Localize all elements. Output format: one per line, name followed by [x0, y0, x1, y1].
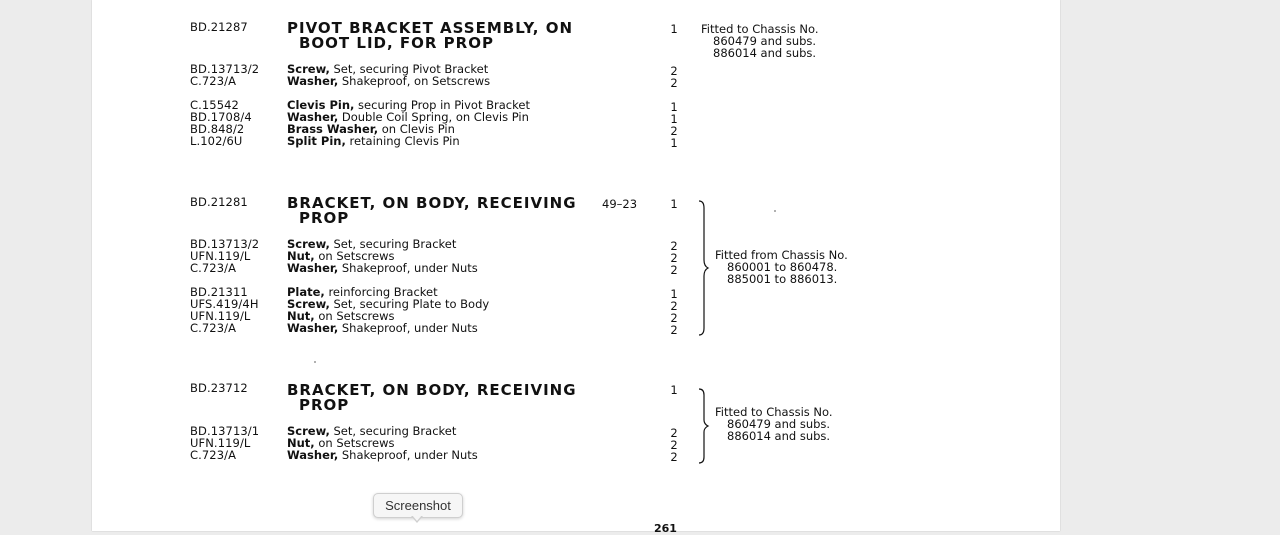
part-number: C.723/A — [190, 321, 237, 335]
part-description: Shakeproof, under Nuts — [338, 321, 478, 335]
table-row — [92, 62, 1060, 78]
part-name: Plate, — [287, 285, 325, 299]
part-number: UFN.119/L — [190, 249, 251, 263]
part-description: retaining Clevis Pin — [345, 134, 460, 148]
part-name: Washer, — [287, 110, 339, 124]
part-number: BD.13713/2 — [190, 62, 260, 76]
part-number: BD.23712 — [190, 381, 248, 395]
part-name: Nut, — [287, 436, 315, 450]
assembly-title-continued: BOOT LID, FOR PROP — [299, 34, 494, 52]
assembly-title: BRACKET, ON BODY, RECEIVING — [287, 381, 577, 399]
plate-reference: 49–23 — [602, 197, 638, 211]
scan-speck — [314, 361, 316, 363]
quantity: 2 — [670, 263, 678, 277]
part-number: C.723/A — [190, 74, 237, 88]
part-number: BD.21287 — [190, 20, 248, 34]
part-number: C.723/A — [190, 448, 237, 462]
part-description: on Setscrews — [314, 309, 395, 323]
table-row — [92, 448, 1060, 464]
remark-line: 860479 and subs. — [713, 34, 817, 48]
tooltip-arrow-fill — [412, 515, 422, 521]
part-description: on Setscrews — [314, 436, 395, 450]
part-name: Brass Washer, — [287, 122, 379, 136]
part-description: Double Coil Spring, on Clevis Pin — [338, 110, 529, 124]
assembly-title: BRACKET, ON BODY, RECEIVING — [287, 194, 577, 212]
quantity: 1 — [670, 197, 678, 211]
quantity: 2 — [670, 299, 678, 313]
part-name: Nut, — [287, 249, 315, 263]
part-name: Washer, — [287, 74, 339, 88]
part-name: Nut, — [287, 309, 315, 323]
part-description: Shakeproof, on Setscrews — [338, 74, 491, 88]
document-page — [92, 0, 1060, 535]
table-row — [92, 134, 1060, 150]
remark-line: Fitted to Chassis No. — [715, 405, 833, 419]
table-row — [92, 309, 1060, 325]
quantity: 1 — [670, 112, 678, 126]
part-number: BD.1708/4 — [190, 110, 252, 124]
part-description: Set, securing Bracket — [329, 237, 457, 251]
quantity: 1 — [670, 136, 678, 150]
quantity: 2 — [670, 438, 678, 452]
part-name: Split Pin, — [287, 134, 346, 148]
quantity: 1 — [670, 383, 678, 397]
part-description: securing Prop in Pivot Bracket — [354, 98, 530, 112]
quantity: 1 — [670, 287, 678, 301]
assembly-title-continued: PROP — [299, 209, 350, 227]
quantity: 2 — [670, 251, 678, 265]
assembly-title: PIVOT BRACKET ASSEMBLY, ON — [287, 19, 574, 37]
part-number: UFS.419/4H — [190, 297, 259, 311]
screenshot-tooltip: Screenshot — [373, 493, 463, 518]
right-brace — [698, 388, 710, 464]
remark-line: 886014 and subs. — [727, 429, 831, 443]
quantity: 2 — [670, 323, 678, 337]
quantity: 2 — [670, 450, 678, 464]
part-name: Clevis Pin, — [287, 98, 355, 112]
part-number: BD.13713/1 — [190, 424, 260, 438]
part-description: Set, securing Bracket — [329, 424, 457, 438]
quantity: 2 — [670, 124, 678, 138]
assembly-title-continued: PROP — [299, 396, 350, 414]
remark-line: 886014 and subs. — [713, 46, 817, 60]
part-number: UFN.119/L — [190, 309, 251, 323]
part-number: C.15542 — [190, 98, 239, 112]
part-number: BD.848/2 — [190, 122, 245, 136]
quantity: 2 — [670, 239, 678, 253]
quantity: 1 — [670, 100, 678, 114]
quantity: 2 — [670, 426, 678, 440]
group-header-row — [92, 20, 1060, 36]
part-description: on Clevis Pin — [378, 122, 455, 136]
table-row — [92, 249, 1060, 265]
part-number: UFN.119/L — [190, 436, 251, 450]
quantity: 2 — [670, 64, 678, 78]
part-name: Washer, — [287, 448, 339, 462]
part-name: Screw, — [287, 62, 330, 76]
part-number: BD.21311 — [190, 285, 248, 299]
part-description: on Setscrews — [314, 249, 395, 263]
part-description: Shakeproof, under Nuts — [338, 448, 478, 462]
page-number: 261 — [654, 522, 677, 535]
part-number: BD.13713/2 — [190, 237, 260, 251]
part-description: reinforcing Bracket — [324, 285, 438, 299]
remark-line: 860001 to 860478. — [727, 260, 838, 274]
right-brace — [698, 200, 710, 336]
quantity: 2 — [670, 311, 678, 325]
part-description: Set, securing Pivot Bracket — [329, 62, 489, 76]
part-name: Screw, — [287, 237, 330, 251]
part-name: Screw, — [287, 297, 330, 311]
part-number: BD.21281 — [190, 195, 248, 209]
part-name: Screw, — [287, 424, 330, 438]
quantity: 1 — [670, 22, 678, 36]
part-description: Set, securing Plate to Body — [329, 297, 490, 311]
table-row — [92, 261, 1060, 277]
part-description: Shakeproof, under Nuts — [338, 261, 478, 275]
remark-line: 885001 to 886013. — [727, 272, 838, 286]
part-number: L.102/6U — [190, 134, 243, 148]
part-number: C.723/A — [190, 261, 237, 275]
scan-speck — [774, 210, 776, 212]
remark-line: 860479 and subs. — [727, 417, 831, 431]
remark-line: Fitted to Chassis No. — [701, 22, 819, 36]
part-name: Washer, — [287, 261, 339, 275]
table-row — [92, 321, 1060, 337]
table-row — [92, 74, 1060, 90]
remark-line: Fitted from Chassis No. — [715, 248, 848, 262]
part-name: Washer, — [287, 321, 339, 335]
quantity: 2 — [670, 76, 678, 90]
